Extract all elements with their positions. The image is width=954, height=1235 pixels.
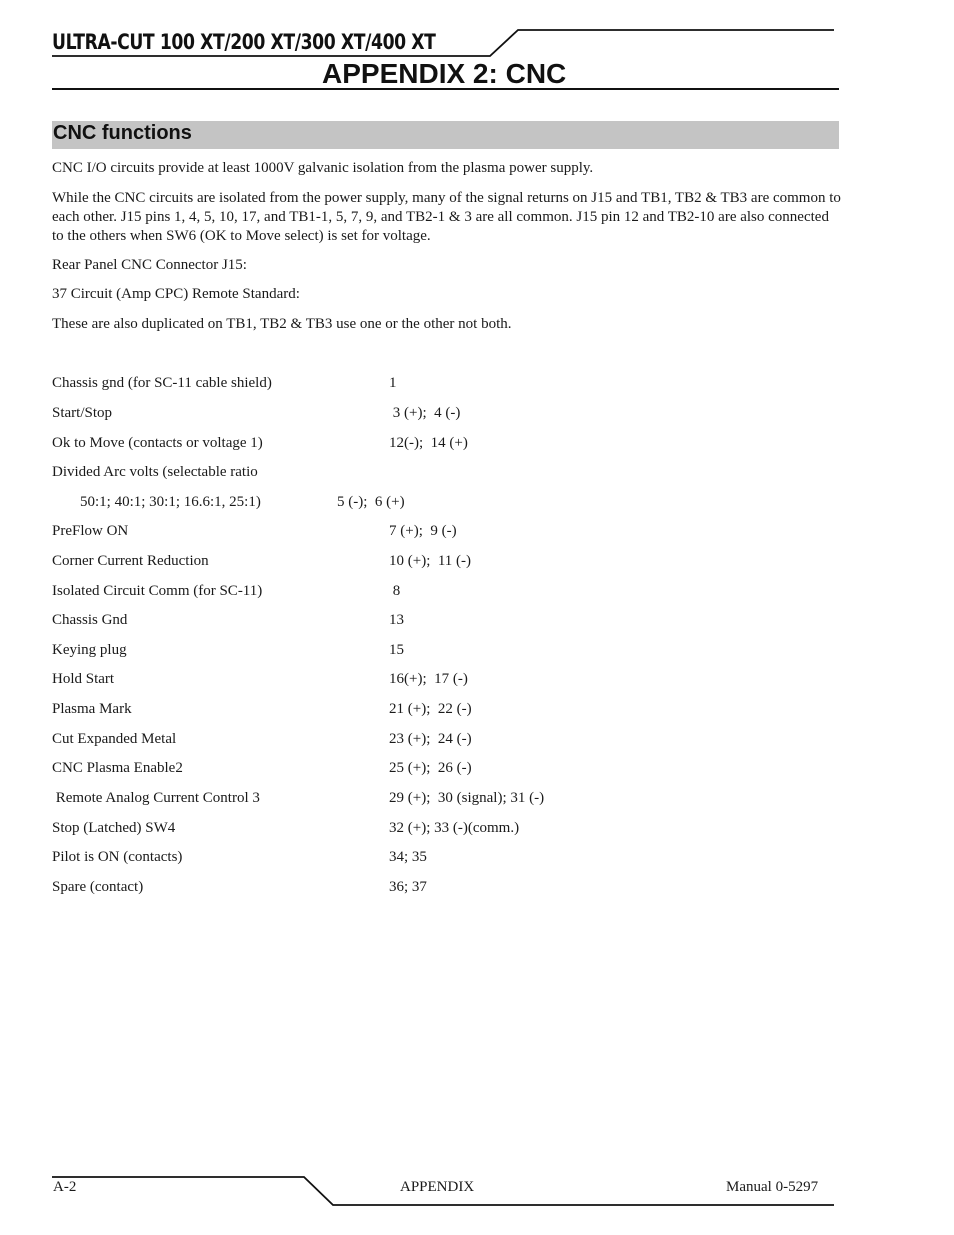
paragraph-signal-returns: While the CNC circuits are isolated from the power supply, many of the signal returns on J15 and TB1, TB2 & TB3 are common to each other. J15 pins 1, 4, 5, 10, 17, and TB1-1, 5, 7, 9, and TB2-1 & 3 are all common. J15 pin 12 and TB2-10 are also connected to the others when SW6 (OK to Move select) is set for voltage. <box>52 190 841 244</box>
function-label: Corner Current Reduction <box>52 553 209 569</box>
function-pins: 23 (+); 24 (-) <box>389 731 472 747</box>
paragraph-duplicated: These are also duplicated on TB1, TB2 & TB3 use one or the other not both. <box>52 316 512 332</box>
function-label: CNC Plasma Enable2 <box>52 760 183 776</box>
paragraph-isolation: CNC I/O circuits provide at least 1000V galvanic isolation from the plasma power supply. <box>52 160 594 176</box>
function-label: Chassis Gnd <box>52 612 128 628</box>
function-pins: 34; 35 <box>389 849 427 865</box>
function-pins: 32 (+); 33 (-)(comm.) <box>389 820 520 836</box>
function-label: Hold Start <box>52 671 115 687</box>
function-label: Ok to Move (contacts or voltage 1) <box>52 435 263 451</box>
section-title: CNC functions <box>53 122 192 144</box>
manual-number: Manual 0-5297 <box>726 1179 819 1195</box>
function-label: Spare (contact) <box>52 879 144 895</box>
function-pins: 13 <box>389 612 404 628</box>
function-label: 50:1; 40:1; 30:1; 16.6:1, 25:1) <box>80 494 261 510</box>
function-pins: 5 (-); 6 (+) <box>337 494 405 510</box>
paragraph-connector: Rear Panel CNC Connector J15: <box>52 257 247 273</box>
function-label: Plasma Mark <box>52 701 132 717</box>
function-pins: 15 <box>389 642 404 658</box>
function-label: Chassis gnd (for SC-11 cable shield) <box>52 375 272 391</box>
function-label: Start/Stop <box>52 405 113 421</box>
function-label: Keying plug <box>52 642 127 658</box>
paragraph-circuit: 37 Circuit (Amp CPC) Remote Standard: <box>52 286 300 302</box>
function-label: Remote Analog Current Control 3 <box>52 790 260 806</box>
function-pins: 25 (+); 26 (-) <box>389 760 472 776</box>
function-pins: 16(+); 17 (-) <box>389 671 468 687</box>
function-pins: 1 <box>389 375 397 391</box>
appendix-title: APPENDIX 2: CNC <box>322 58 567 89</box>
function-pins: 21 (+); 22 (-) <box>389 701 472 717</box>
function-label: Isolated Circuit Comm (for SC-11) <box>52 583 263 599</box>
function-pins: 10 (+); 11 (-) <box>389 553 472 569</box>
function-pins: 8 <box>389 583 401 599</box>
function-pins: 36; 37 <box>389 879 427 895</box>
function-pins: 7 (+); 9 (-) <box>389 523 457 539</box>
function-label: Stop (Latched) SW4 <box>52 820 176 836</box>
function-label: Divided Arc volts (selectable ratio <box>52 464 258 480</box>
function-pins: 29 (+); 30 (signal); 31 (-) <box>389 790 545 806</box>
function-label: Pilot is ON (contacts) <box>52 849 183 865</box>
function-pins: 12(-); 14 (+) <box>389 435 468 451</box>
function-label: Cut Expanded Metal <box>52 731 177 747</box>
page-number: A-2 <box>53 1179 77 1195</box>
product-title: ULTRA-CUT 100 XT/200 XT/300 XT/400 XT <box>52 30 436 54</box>
function-label: PreFlow ON <box>52 523 129 539</box>
footer-section-name: APPENDIX <box>400 1179 475 1195</box>
function-pins: 3 (+); 4 (-) <box>389 405 461 421</box>
